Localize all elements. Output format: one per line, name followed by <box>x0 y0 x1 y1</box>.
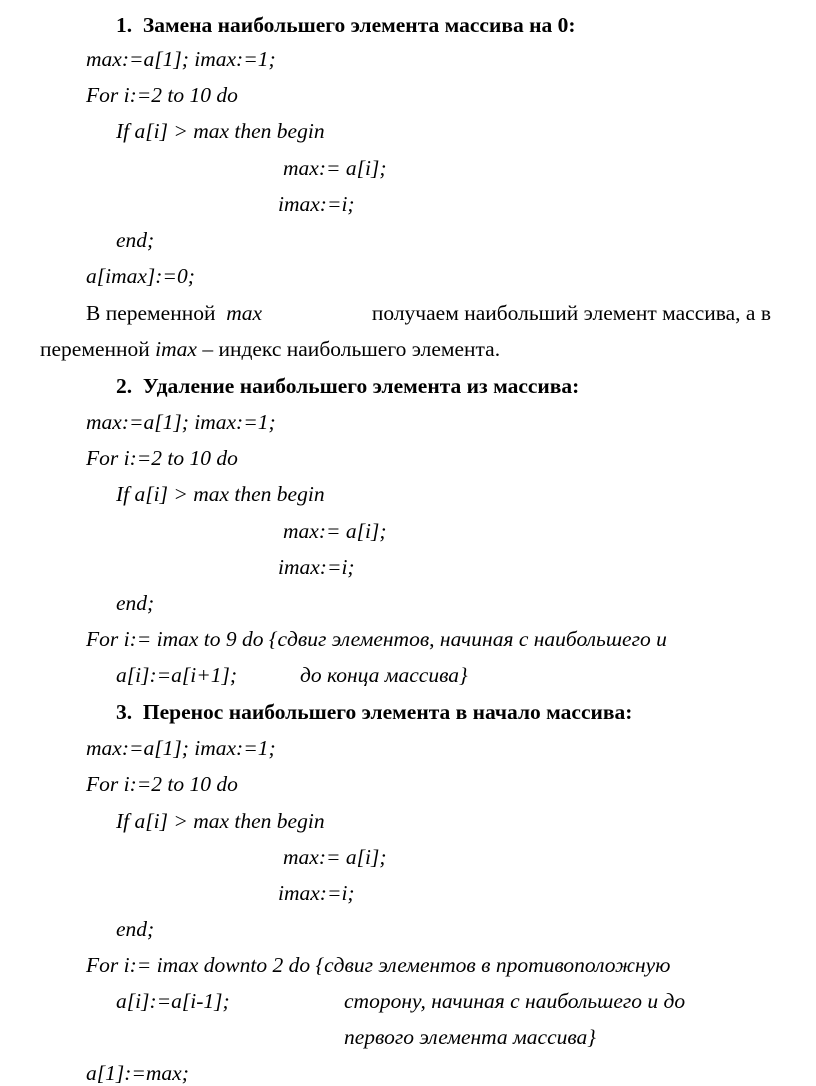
s3-code-line-9: первого элемента массива} <box>344 1025 596 1049</box>
paragraph-line-1 <box>86 300 771 326</box>
s2-code-line-5: imax:=i; <box>278 555 355 579</box>
s3-code-line-8b: сторону, начиная с наибольшего и до <box>344 989 686 1013</box>
s1-code-line-3: If a[i] > max then begin <box>116 119 325 143</box>
s3-code-line-1: max:=a[1]; imax:=1; <box>86 736 276 760</box>
s2-code-line-3: If a[i] > max then begin <box>116 482 325 506</box>
s2-code-line-2: For i:=2 to 10 do <box>86 446 238 470</box>
s1-code-line-7: a[imax]:=0; <box>86 264 195 288</box>
para-text-1: В переменной <box>86 301 216 325</box>
paragraph-line-2 <box>40 336 500 362</box>
para-var-max: max <box>226 301 263 325</box>
section3-heading: 3. Перенос наибольшего элемента в начало массива: <box>116 700 633 724</box>
section1-heading: 1. Замена наибольшего элемента массива на 0: <box>116 13 576 37</box>
s3-code-line-10: a[1]:=max; <box>86 1061 189 1085</box>
s3-code-line-5: imax:=i; <box>278 881 355 905</box>
s1-code-line-2: For i:=2 to 10 do <box>86 83 238 107</box>
s2-code-line-4: max:= a[i]; <box>283 519 387 543</box>
s1-code-line-5: imax:=i; <box>278 192 355 216</box>
para-text-2-rest: – индекс наибольшего элемента. <box>202 337 501 361</box>
s2-code-line-7: For i:= imax to 9 do {сдвиг элементов, начиная с наибольшего и <box>86 627 667 651</box>
s3-code-line-7: For i:= imax downto 2 do {сдвиг элементов в противоположную <box>86 953 671 977</box>
s2-code-line-8a: a[i]:=a[i+1]; <box>116 663 238 687</box>
para-text-2: переменной <box>40 337 150 361</box>
s3-code-line-8a: a[i]:=a[i-1]; <box>116 989 230 1013</box>
para-var-imax: imax <box>155 337 197 361</box>
section2-heading: 2. Удаление наибольшего элемента из массива: <box>116 374 580 398</box>
s1-code-line-6: end; <box>116 228 155 252</box>
s3-code-line-6: end; <box>116 917 155 941</box>
s1-code-line-1: max:=a[1]; imax:=1; <box>86 47 276 71</box>
s2-code-line-6: end; <box>116 591 155 615</box>
s2-code-line-1: max:=a[1]; imax:=1; <box>86 410 276 434</box>
s1-code-line-4: max:= a[i]; <box>283 156 387 180</box>
para-text-1-rest: получаем наибольший элемент массива, а в <box>371 301 771 325</box>
s3-code-line-4: max:= a[i]; <box>283 845 387 869</box>
s3-code-line-3: If a[i] > max then begin <box>116 809 325 833</box>
s3-code-line-2: For i:=2 to 10 do <box>86 772 238 796</box>
s2-code-line-8b: до конца массива} <box>300 663 468 687</box>
